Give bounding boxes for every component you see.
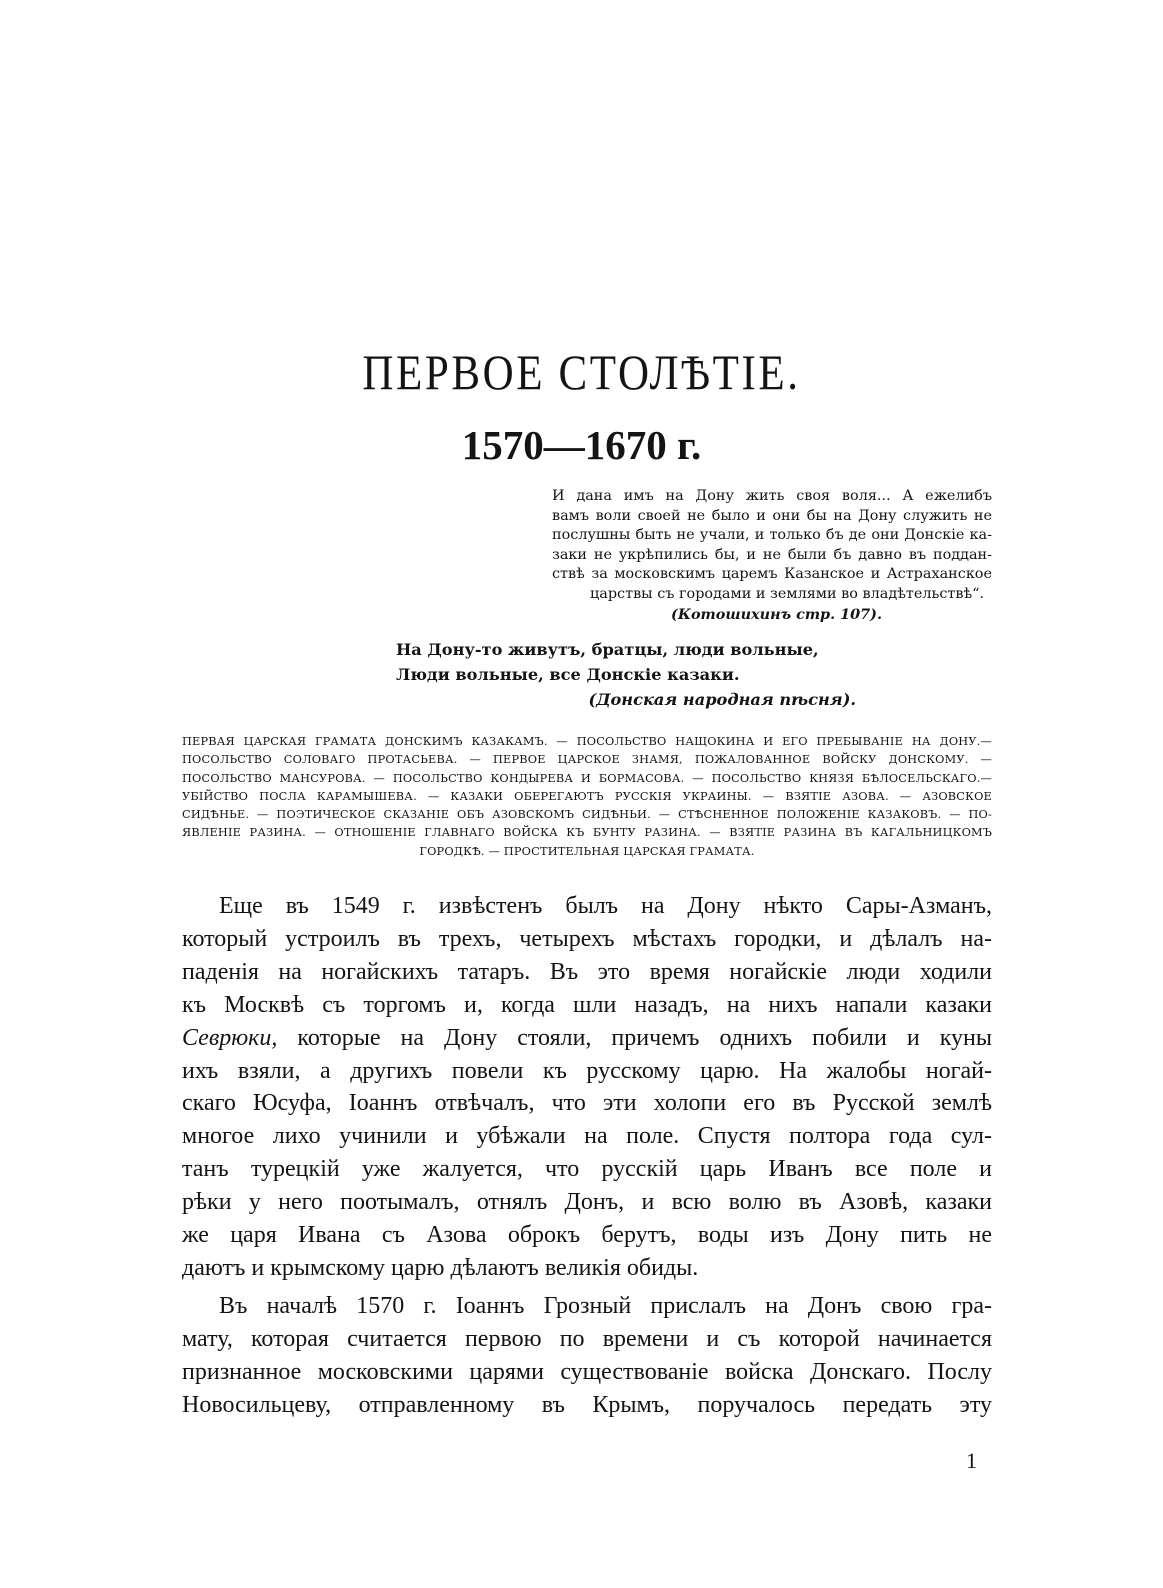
- paragraph-line: танъ турецкій уже жалуется, что русскій царь Иванъ все поле и: [182, 1156, 992, 1183]
- italic-word: Севрюки,: [182, 1024, 278, 1051]
- paragraph-line: ихъ взяли, а другихъ повели къ русскому царю. На жалобы ногай-: [182, 1057, 992, 1084]
- summary-line: ПЕРВАЯ ЦАРСКАЯ ГРАМАТА ДОНСКИМЪ КАЗАКАМЪ. — ПОСОЛЬСТВО НАЩОКИНА И ЕГО ПРЕБЫВАНІЕ НА ДОНУ.—: [182, 735, 992, 748]
- song-line: На Дону-то живутъ, братцы, люди вольные,: [396, 640, 819, 659]
- paragraph-line-with-italic: [182, 1022, 992, 1055]
- epigraph-prose: [552, 487, 992, 624]
- paragraph-line: признанное московскими царями существованіе войска Донскаго. Послу: [182, 1358, 992, 1385]
- paragraph-line: рѣки у него поотымалъ, отнялъ Донъ, и всю волю въ Азовѣ, казаки: [182, 1189, 992, 1216]
- epigraph-song: [396, 637, 866, 712]
- summary-line: ЯВЛЕНІЕ РАЗИНА. — ОТНОШЕНІЕ ГЛАВНАГО ВОЙСКА КЪ БУНТУ РАЗИНА. — ВЗЯТІЕ РАЗИНА ВЪ КАГАЛЬНИЦКОМЪ: [182, 826, 992, 840]
- paragraph-line: многое лихо учинили и убѣжали на поле. Спустя полтора года сул-: [182, 1123, 992, 1150]
- paragraph-line: Новосильцеву, отправленному въ Крымъ, поручалось передать эту: [182, 1391, 992, 1418]
- epigraph-source: (Котошихинъ стр. 107).: [671, 605, 882, 623]
- chapter-summary: [182, 733, 992, 861]
- paragraph-line: Еще въ 1549 г. извѣстенъ былъ на Дону нѣкто Сары-Азманъ,: [219, 893, 992, 919]
- paragraph-line: даютъ и крымскому царю дѣлаютъ великія обиды.: [182, 1254, 699, 1281]
- paragraph-line: паденія на ногайскихъ татаръ. Въ это время ногайскіе люди ходили: [182, 958, 992, 985]
- summary-line: ПОСОЛЬСТВО СОЛОВАГО ПРОТАСЬЕВА. — ПЕРВОЕ ЦАРСКОЕ ЗНАМЯ, ПОЖАЛОВАННОЕ ВОЙСКУ ДОНСКОМУ. —: [182, 753, 992, 767]
- paragraph-line: къ Москвѣ съ торгомъ и, когда шли назадъ, на нихъ напали казаки: [182, 991, 992, 1018]
- epigraph-line: послушны быть не учали, и только бъ де они Донскіе ка-: [552, 527, 992, 544]
- summary-line: УБІЙСТВО ПОСЛА КАРАМЫШЕВА. — КАЗАКИ ОБЕРЕГАЮТЪ РУССКІЯ УКРАИНЫ. — ВЗЯТІЕ АЗОВА. — АЗОВСКОЕ: [182, 789, 992, 803]
- chapter-years: 1570—1670 г.: [461, 422, 702, 468]
- paragraph-line: мату, которая считается первою по времени и съ которой начинается: [182, 1325, 992, 1352]
- paragraph-line: скаго Юсуфа, Іоаннъ отвѣчалъ, что эти холопи его въ Русской землѣ: [182, 1090, 992, 1117]
- paragraph-line-rest: которые на Дону стояли, причемъ однихъ побили и куны: [297, 1024, 993, 1051]
- paragraph-line: который устроилъ въ трехъ, четырехъ мѣстахъ городки, и дѣлалъ на-: [182, 925, 992, 952]
- song-source: (Донская народная пѣсня).: [588, 690, 856, 709]
- paragraph-1: [182, 890, 992, 1285]
- epigraph-line: ствѣ за московскимъ царемъ Казанское и Астраханское: [552, 566, 992, 583]
- paragraph-line: Въ началѣ 1570 г. Іоаннъ Грозный прислалъ на Донъ свою гра-: [219, 1293, 992, 1319]
- chapter-title: ПЕРВОЕ СТОЛѢТІЕ.: [362, 344, 801, 400]
- paragraph-2: [182, 1290, 992, 1422]
- song-line: Люди вольные, все Донскіе казаки.: [396, 665, 740, 684]
- summary-line: СИДѢНЬЕ. — ПОЭТИЧЕСКОЕ СКАЗАНІЕ ОБЪ АЗОВСКОМЪ СИДѢНЬИ. — СТѢСНЕННОЕ ПОЛОЖЕНІЕ КАЗАКОВЪ. — ПО-: [182, 808, 992, 822]
- summary-line: ПОСОЛЬСТВО МАНСУРОВА. — ПОСОЛЬСТВО КОНДЫРЕВА И БОРМАСОВА. — ПОСОЛЬСТВО КНЯЗЯ БѢЛОСЕЛЬСКАГО.—: [182, 771, 992, 785]
- epigraph-line: царствы съ городами и землями во владѣтельствѣ“.: [590, 585, 985, 602]
- epigraph-line: И дана имъ на Дону жить своя воля... А ежелибъ: [552, 488, 992, 504]
- paragraph-line: же царя Ивана съ Азова оброкъ берутъ, воды изъ Дону пить не: [182, 1222, 992, 1249]
- page-number: 1: [966, 1448, 977, 1473]
- epigraph-line: вамъ воли своей не было и они бы на Дону служить не: [552, 507, 992, 524]
- summary-line-last: ГОРОДКѢ. — ПРОСТИТЕЛЬНАЯ ЦАРСКАЯ ГРАМАТА.: [419, 844, 755, 858]
- epigraph-line: заки не укрѣпились бы, и не были бъ давно въ поддан-: [552, 546, 992, 563]
